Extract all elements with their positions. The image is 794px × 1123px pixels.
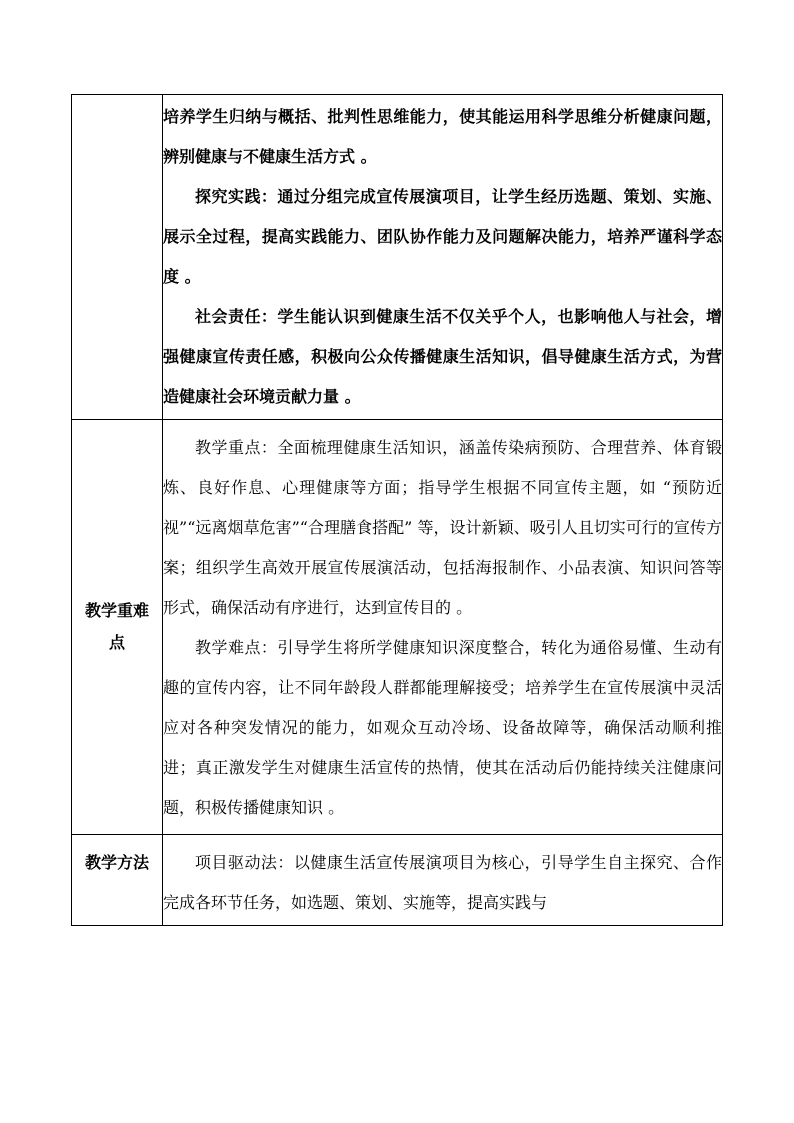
teaching-methods-content <box>163 835 723 926</box>
key-points-row <box>72 420 723 835</box>
teaching-methods-label-cell <box>72 835 163 926</box>
goal-paragraph-responsibility: 社会责任：学生能认识到健康生活不仅关乎个人，也影响他人与社会，增强健康宣传责任感，积极向公众传播健康生活知识，倡导健康生活方式，为营造健康社会环境贡献力量 。 <box>163 307 722 406</box>
teaching-goals-label-cell <box>72 95 163 420</box>
key-points-label-line2: 点 <box>108 633 125 652</box>
lesson-plan-table <box>71 94 723 926</box>
goal-paragraph-practice: 探究实践：通过分组完成宣传展演项目，让学生经历选题、策划、实施、展示全过程，提高实践能力、团队协作能力及问题解决能力，培养严谨科学态度 。 <box>163 187 722 286</box>
difficulty-paragraph: 教学难点：引导学生将所学健康知识深度整合，转化为通俗易懂、生动有趣的宣传内容，让不同年龄段人群都能理解接受；培养学生在宣传展演中灵活应对各种突发情况的能力，如观众互动冷场、设备故障等，确保活动顺利推进；真正激发学生对健康生活宣传的热情，使其在活动后仍能持续关注健康问题，积极传播健康知识 。 <box>163 638 722 817</box>
teaching-methods-row <box>72 835 723 926</box>
teaching-methods-label: 教学方法 <box>84 853 149 872</box>
key-point-paragraph: 教学重点：全面梳理健康生活知识，涵盖传染病预防、合理营养、体育锻炼、良好作息、心理健康等方面；指导学生根据不同宣传主题，如 “预防近视”“远离烟草危害”“合理膳食搭配” 等，设计新颖、吸引人且切实可行的宣传方案；组织学生高效开展宣传展演活动，包括海报制作、小品表演、知识问答等形式，确保活动有序进行，达到宣传目的 。 <box>163 438 722 617</box>
goal-paragraph-thinking: 培养学生归纳与概括、批判性思维能力，使其能运用科学思维分析健康问题，辨别健康与不健康生活方式 。 <box>163 107 722 166</box>
teaching-goals-content <box>163 95 723 420</box>
method-paragraph-project: 项目驱动法：以健康生活宣传展演项目为核心，引导学生自主探究、合作完成各环节任务，如选题、策划、实施等，提高实践与 <box>163 853 722 912</box>
key-points-label-line1: 教学重难 <box>84 601 149 620</box>
key-points-content <box>163 420 723 835</box>
key-points-label-cell <box>72 420 163 835</box>
teaching-goals-row <box>72 95 723 420</box>
